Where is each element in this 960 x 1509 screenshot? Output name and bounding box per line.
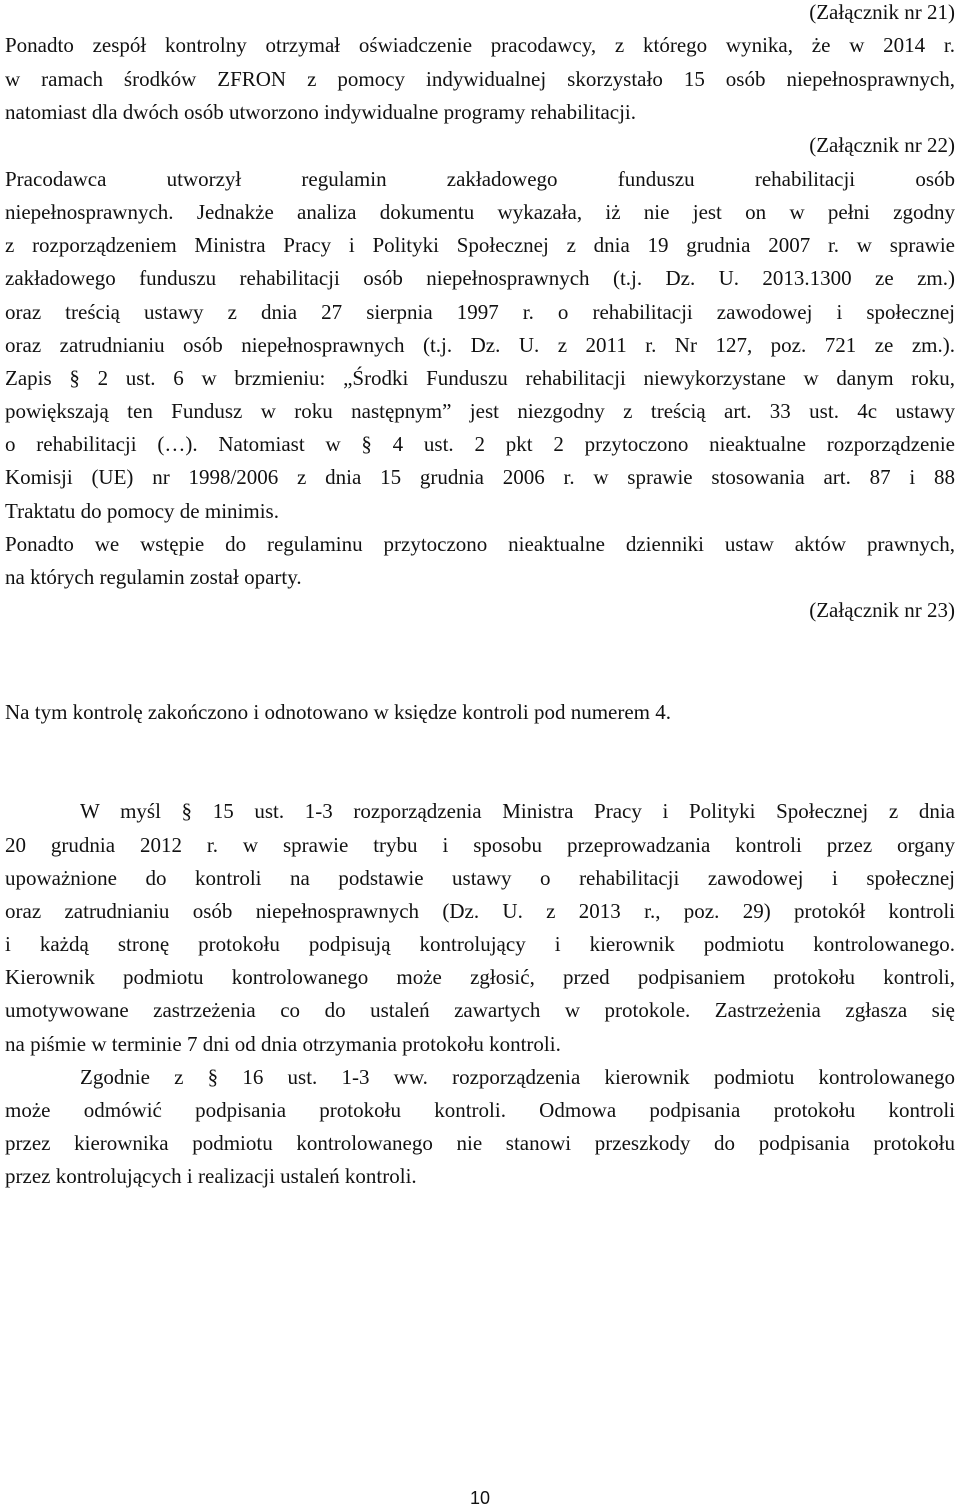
text-line: i każdą stronę protokołu podpisują kontrolujący i kierownik podmiotu kontrolowanego. (5, 932, 955, 956)
text-line: na których regulamin został oparty. (5, 565, 302, 589)
text-line: niepełnosprawnych. Jednakże analiza dokumentu wykazała, iż nie jest on w pełni zgodny (5, 200, 955, 224)
text-line: może odmówić podpisania protokołu kontroli. Odmowa podpisania protokołu kontroli (5, 1098, 955, 1122)
text-line: na piśmie w terminie 7 dni od dnia otrzymania protokołu kontroli. (5, 1032, 561, 1056)
text-line: w ramach środków ZFRON z pomocy indywidualnej skorzystało 15 osób niepełnosprawnych, (5, 67, 955, 91)
text-line: oraz zatrudnianiu osób niepełnosprawnych (Dz. U. z 2013 r., poz. 29) protokół kontroli (5, 899, 955, 923)
text-line: Kierownik podmiotu kontrolowanego może zgłosić, przed podpisaniem protokołu kontroli, (5, 965, 955, 989)
text-line: powiększają ten Fundusz w roku następnym” jest niezgodny z treścią art. 33 ust. 4c ustawy (5, 399, 955, 423)
text-line: Traktatu do pomocy de minimis. (5, 499, 279, 523)
text-line: Zgodnie z § 16 ust. 1-3 ww. rozporządzenia kierownik podmiotu kontrolowanego (80, 1065, 955, 1089)
text-line: przez kontrolujących i realizacji ustaleń kontroli. (5, 1164, 417, 1188)
text-line: Zapis § 2 ust. 6 w brzmieniu: „Środki Funduszu rehabilitacji niewykorzystane w danym roku, (5, 366, 955, 390)
text-line: W myśl § 15 ust. 1-3 rozporządzenia Ministra Pracy i Polityki Społecznej z dnia (80, 799, 955, 823)
attachment-ref-21: (Załącznik nr 21) (809, 0, 955, 24)
text-line: z rozporządzeniem Ministra Pracy i Polityki Społecznej z dnia 19 grudnia 2007 r. w sprawie (5, 233, 955, 257)
attachment-ref-22: (Załącznik nr 22) (809, 133, 955, 157)
text-line: upoważnione do kontroli na podstawie ustawy o rehabilitacji zawodowej i społecznej (5, 866, 955, 890)
text-line: Ponadto we wstępie do regulaminu przytoczono nieaktualne dzienniki ustaw aktów prawnych, (5, 532, 955, 556)
page-number: 10 (469, 1488, 491, 1508)
text-line: zakładowego funduszu rehabilitacji osób niepełnosprawnych (t.j. Dz. U. 2013.1300 ze zm.) (5, 266, 955, 290)
text-line: oraz zatrudnianiu osób niepełnosprawnych (t.j. Dz. U. z 2011 r. Nr 127, poz. 721 ze zm.). (5, 333, 955, 357)
text-line: umotywowane zastrzeżenia co do ustaleń zawartych w protokole. Zastrzeżenia zgłasza się (5, 998, 955, 1022)
text-line: Pracodawca utworzył regulamin zakładowego funduszu rehabilitacji osób (5, 167, 955, 191)
text-line: 20 grudnia 2012 r. w sprawie trybu i sposobu przeprowadzania kontroli przez organy (5, 833, 955, 857)
closing-statement: Na tym kontrolę zakończono i odnotowano w księdze kontroli pod numerem 4. (5, 700, 672, 724)
text-line: Ponadto zespół kontrolny otrzymał oświadczenie pracodawcy, z którego wynika, że w 2014 r. (5, 33, 955, 57)
text-line: o rehabilitacji (…). Natomiast w § 4 ust. 2 pkt 2 przytoczono nieaktualne rozporządzenie (5, 432, 955, 456)
attachment-ref-23: (Załącznik nr 23) (809, 598, 955, 622)
text-line: oraz treścią ustawy z dnia 27 sierpnia 1997 r. o rehabilitacji zawodowej i społecznej (5, 300, 955, 324)
text-line: natomiast dla dwóch osób utworzono indywidualne programy rehabilitacji. (5, 100, 637, 124)
text-line: przez kierownika podmiotu kontrolowanego nie stanowi przeszkody do podpisania protokołu (5, 1131, 955, 1155)
text-line: Komisji (UE) nr 1998/2006 z dnia 15 grudnia 2006 r. w sprawie stosowania art. 87 i 88 (5, 465, 955, 489)
